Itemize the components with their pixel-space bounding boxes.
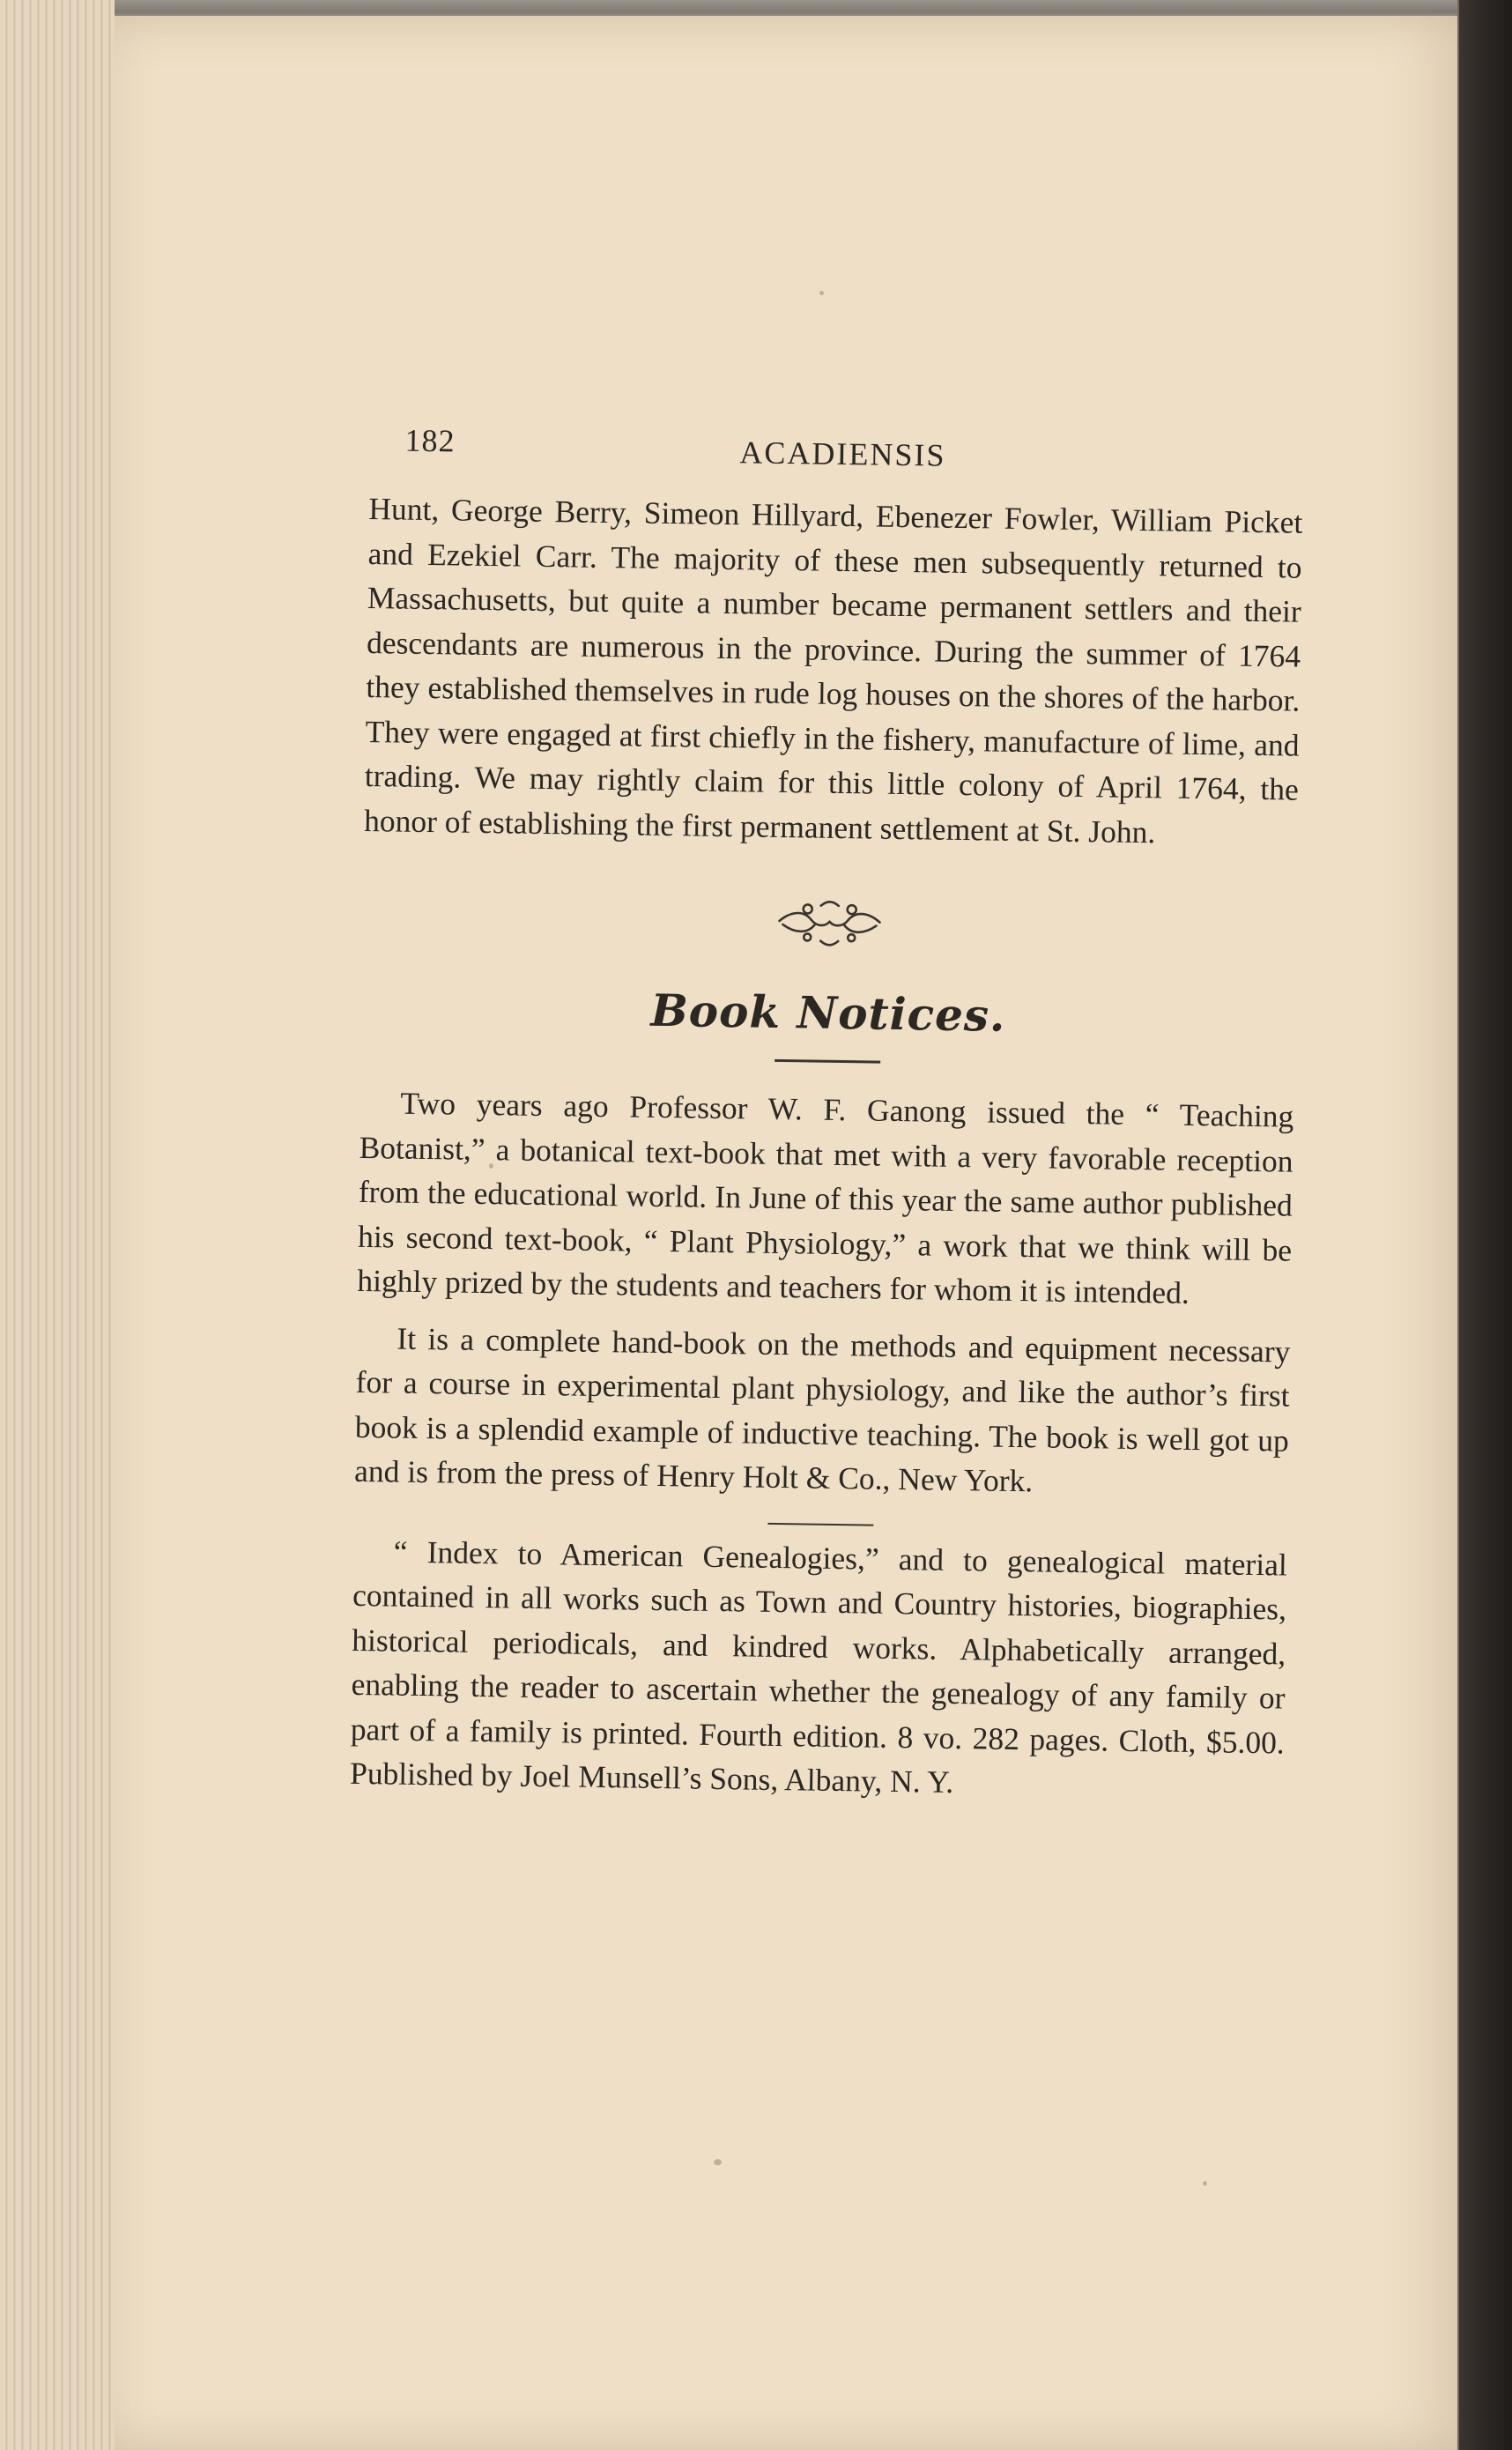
page-stack-edges <box>0 0 115 2450</box>
binding-gutter <box>1459 0 1512 2450</box>
notice-divider-rule <box>767 1522 873 1526</box>
section-title-rule <box>775 1059 880 1064</box>
book-notice-ganong: Two years ago Professor W. F. Ganong issued the “ Teaching Botanist,” a botanical text-book that met with a very favorable reception from the educational world. In June of this year the same author published his second text-book, “ Plant Physiology,” a work that we think will be highly prized by the students and teachers for whom it is intended. <box>357 1085 1294 1310</box>
book-notice-genealogies: “ Index to American Genealogies,” and to genealogical material contained in all works such as Town and Country histories, biographies, historical periodicals, and kindred works. Alphabetically arranged, enabling the reader to ascertain whether the genealogy of any family or part of a family is printed. Fourth edition. 8 vo. 282 pages. Cloth, $5.00. Published by Joel Munsell’s Sons, Albany, N. Y. <box>349 1533 1288 1800</box>
section-title: Book Notices. <box>650 984 1006 1042</box>
journal-title: ACADIENSIS <box>739 434 946 473</box>
paper-fleck <box>714 2159 722 2165</box>
intro-paragraph: Hunt, George Berry, Simeon Hillyard, Ebenezer Fowler, William Picket and Ezekiel Carr. The majority of these men subsequently returned to Massachusetts, but quite a number became permanent settlers and their descendants are numerous in the province. During the summer of 1764 they established themselves in rude log houses on the shores of the harbor. They were engaged at first chiefly in the fishery, manufacture of lime, and trading. We may rightly claim for this little colony of April 1764, the honor of establishing the first permanent settlement at St. John. <box>363 490 1303 850</box>
book-notice-ganong-continued: It is a complete hand-book on the methods and equipment necessary for a course in experimental plant physiology, and like the author’s first book is a splendid example of inductive teaching. The book is well got up and is from the press of Henry Holt & Co., New York. <box>353 1320 1291 1499</box>
page-content <box>350 414 1304 1809</box>
paper-fleck <box>819 291 824 295</box>
page-number: 182 <box>404 422 456 459</box>
fleuron-ornament-icon <box>772 898 887 947</box>
paper-fleck <box>1203 2181 1207 2186</box>
